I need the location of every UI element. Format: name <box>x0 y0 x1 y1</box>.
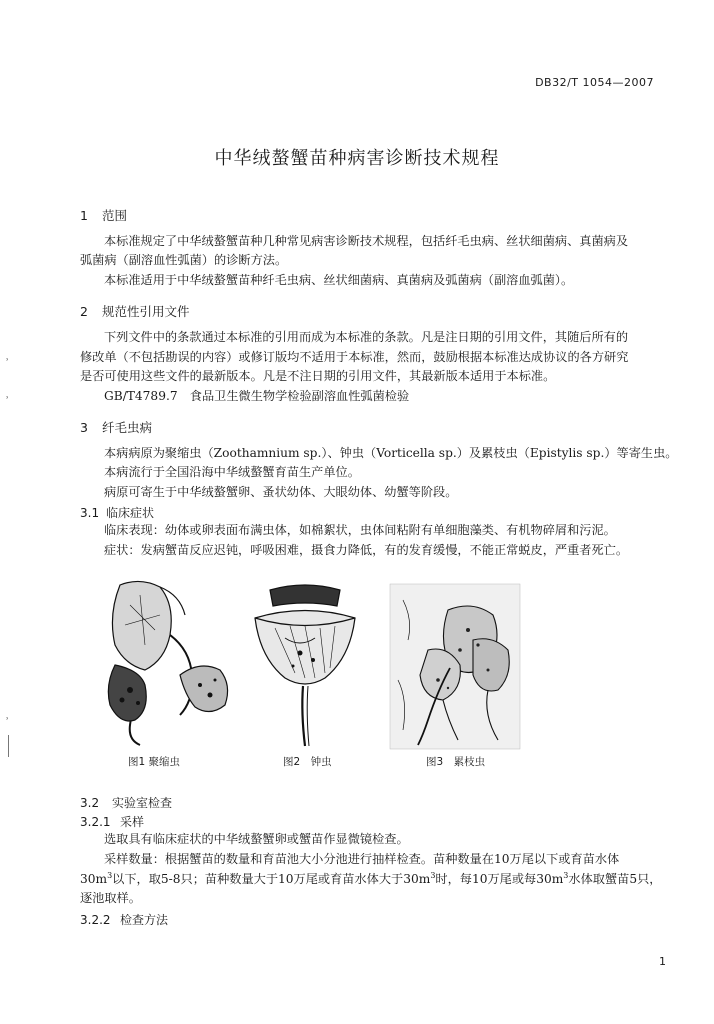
section-number: 3.2.2 <box>80 913 111 927</box>
section-title: 规范性引用文件 <box>102 304 190 319</box>
paragraph <box>80 872 661 887</box>
paragraph: 修改单（不包括勘误的内容）或修订版均不适用于本标准，然而，鼓励根据本标准达成协议的各方研究 <box>80 350 629 364</box>
paragraph: 逐池取样。 <box>80 891 141 905</box>
figure-2-caption: 图2 钟虫 <box>283 756 332 768</box>
scan-mark: ˒ <box>6 356 9 366</box>
superscript: 3 <box>563 870 569 880</box>
subsection-3-2-heading <box>80 794 172 811</box>
text-run: 时，每10万尾或每30m <box>435 872 564 886</box>
paragraph: 是否可使用这些文件的最新版本。凡是不注日期的引用文件，其最新版本适用于本标准。 <box>80 369 556 383</box>
paragraph: 病原可寄生于中华绒螯蟹卵、蚤状幼体、大眼幼体、幼蟹等阶段。 <box>104 485 458 499</box>
figure-epistylis-illustration <box>388 580 523 752</box>
paragraph: 临床表现：幼体或卵表面布满虫体，如棉絮状，虫体间粘附有单细胞藻类、有机物碎屑和污泥。 <box>104 523 616 537</box>
page-title: 中华绒螯蟹苗种病害诊断技术规程 <box>214 148 500 169</box>
text-run: 30m <box>80 872 108 886</box>
scan-mark: ˒ <box>6 715 9 725</box>
subsection-3-2-2-heading <box>80 911 168 928</box>
figure-1-caption: 图1 聚缩虫 <box>128 756 181 768</box>
subsection-3-1-heading <box>80 504 154 521</box>
paragraph: 本标准适用于中华绒螯蟹苗种纤毛虫病、丝状细菌病、真菌病及弧菌病（副溶血弧菌）。 <box>104 273 574 287</box>
text-run: 以下，取5-8只；苗种数量大于10万尾或育苗水体大于30m <box>112 872 431 886</box>
figure-3-caption: 图3 累枝虫 <box>426 756 486 768</box>
figure-vorticella-illustration <box>245 578 365 750</box>
section-number: 1 <box>80 208 88 223</box>
superscript: 3 <box>430 870 436 880</box>
section-title: 实验室检查 <box>112 796 173 810</box>
section-1-heading <box>80 206 127 224</box>
section-title: 检查方法 <box>120 913 169 927</box>
paragraph: 弧菌病（副溶血性弧菌）的诊断方法。 <box>80 253 288 267</box>
superscript: 3 <box>107 870 113 880</box>
paragraph: 选取具有临床症状的中华绒螯蟹卵或蟹苗作显微镜检查。 <box>104 832 409 846</box>
section-number: 3.2 <box>80 796 100 810</box>
reference: GB/T4789.7 食品卫生微生物学检验副溶血性弧菌检验 <box>104 389 410 403</box>
paragraph: 采样数量：根据蟹苗的数量和育苗池大小分池进行抽样检查。苗种数量在10万尾以下或育苗水体 <box>104 852 620 866</box>
page-number: 1 <box>659 955 666 968</box>
text-run: 水体取蟹苗5只， <box>568 872 662 886</box>
paragraph: 本病流行于全国沿海中华绒螯蟹育苗生产单位。 <box>104 465 360 479</box>
section-title: 采样 <box>120 815 145 829</box>
scan-mark <box>8 735 9 757</box>
subsection-3-2-1-heading <box>80 813 144 830</box>
paragraph: 症状：发病蟹苗反应迟钝，呼吸困难，摄食力降低，有的发育缓慢，不能正常蜕皮，严重者死亡。 <box>104 543 629 557</box>
section-title: 范围 <box>102 208 128 223</box>
section-2-heading <box>80 302 190 320</box>
section-number: 3.1 <box>80 506 100 520</box>
document-code: DB32/T 1054—2007 <box>535 76 654 89</box>
section-number: 3 <box>80 420 88 435</box>
paragraph: 本标准规定了中华绒螯蟹苗种几种常见病害诊断技术规程，包括纤毛虫病、丝状细菌病、真菌病及 <box>104 234 629 248</box>
section-number: 3.2.1 <box>80 815 111 829</box>
section-number: 2 <box>80 304 88 319</box>
section-title: 纤毛虫病 <box>102 420 153 435</box>
section-title: 临床症状 <box>106 506 155 520</box>
scan-mark: ˒ <box>6 394 9 404</box>
paragraph: 下列文件中的条款通过本标准的引用而成为本标准的条款。凡是注日期的引用文件，其随后所有的 <box>104 330 629 344</box>
section-3-heading <box>80 418 152 436</box>
paragraph: 本病病原为聚缩虫（Zoothamnium sp.）、钟虫（Vorticella sp.）及累枝虫（Epistylis sp.）等寄生虫。 <box>104 446 678 460</box>
figure-zoothamnium-illustration <box>100 575 240 750</box>
